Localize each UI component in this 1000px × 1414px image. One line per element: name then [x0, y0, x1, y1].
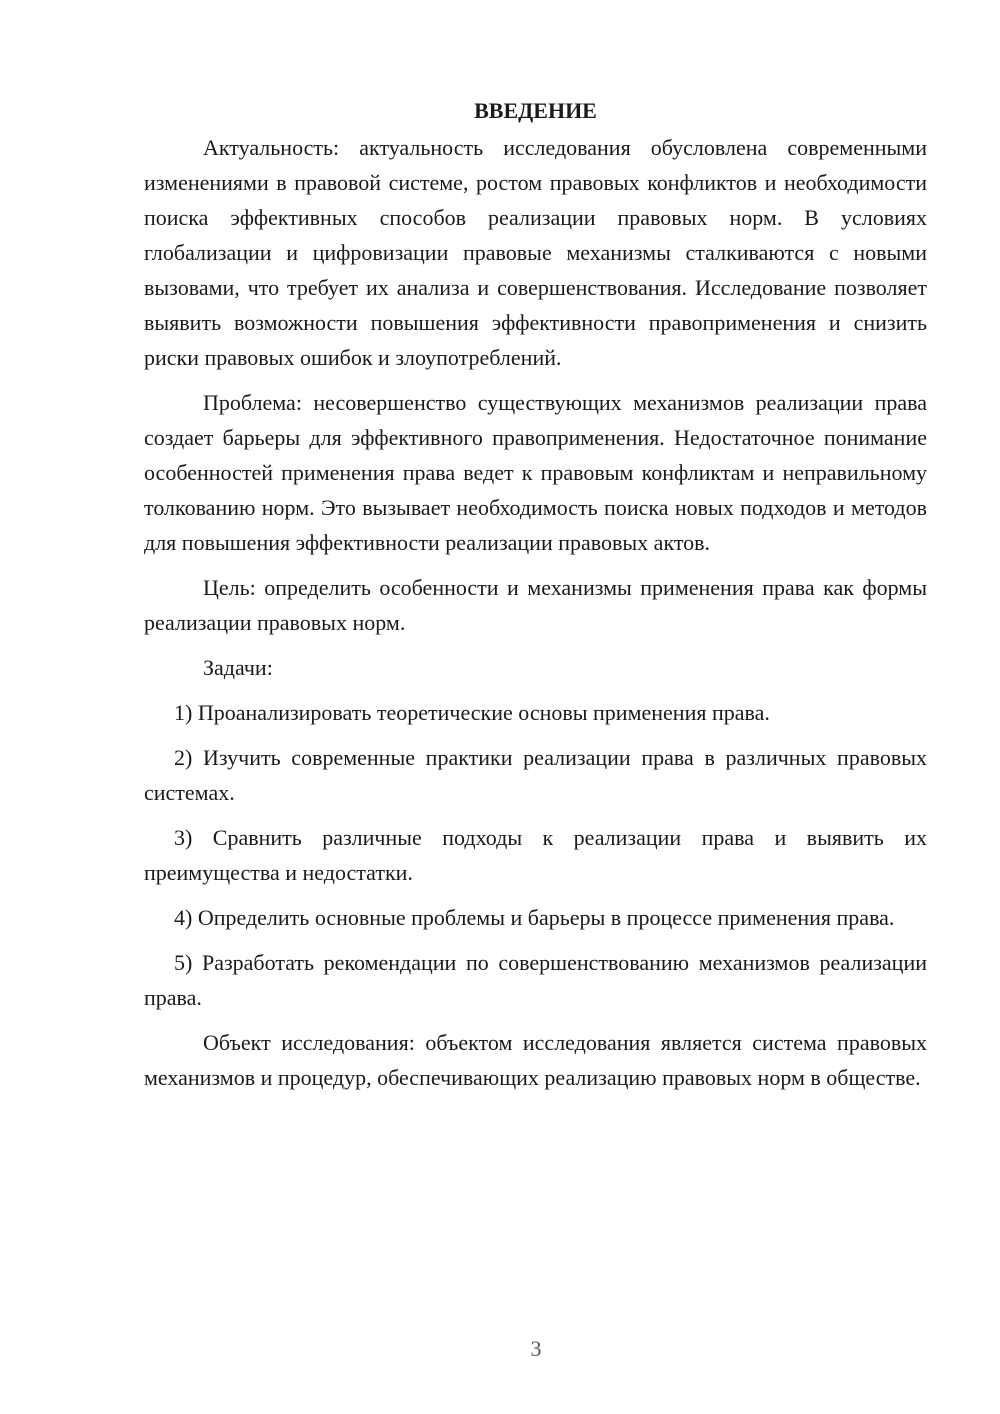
- paragraph-problem: Проблема: несовершенство существующих механизмов реализации права создает барьеры для эффективного правоприменения. Недостаточное понимание особенностей применения права ведет к правовым конфликтам и неправильному толкованию норм. Это вызывает необходимость поиска новых подходов и методов для повышения эффективности реализации правовых актов.: [144, 390, 927, 555]
- page-content: [144, 93, 927, 1095]
- page-number: 3: [530, 1336, 542, 1361]
- paragraph-object: Объект исследования: объектом исследования является система правовых механизмов и процедур, обеспечивающих реализацию правовых норм в обществе.: [144, 1030, 927, 1090]
- paragraph-tasks-label: Задачи:: [203, 655, 273, 680]
- task-item: 3) Сравнить различные подходы к реализации права и выявить их преимущества и недостатки.: [144, 825, 927, 885]
- task-item: 2) Изучить современные практики реализации права в различных правовых системах.: [144, 745, 927, 805]
- paragraph-goal: Цель: определить особенности и механизмы применения права как формы реализации правовых норм.: [144, 575, 927, 635]
- task-item: 1) Проанализировать теоретические основы применения права.: [174, 700, 770, 725]
- task-item: 5) Разработать рекомендации по совершенствованию механизмов реализации права.: [144, 950, 927, 1010]
- paragraph-relevance: Актуальность: актуальность исследования обусловлена современными изменениями в правовой системе, ростом правовых конфликтов и необходимости поиска эффективных способов реализации правовых норм. В условиях глобализации и цифровизации правовые механизмы сталкиваются с новыми вызовами, что требует их анализа и совершенствования. Исследование позволяет выявить возможности повышения эффективности правоприменения и снизить риски правовых ошибок и злоупотреблений.: [144, 135, 927, 370]
- section-heading: ВВЕДЕНИЕ: [474, 98, 597, 123]
- task-item: 4) Определить основные проблемы и барьеры в процессе применения права.: [174, 905, 895, 930]
